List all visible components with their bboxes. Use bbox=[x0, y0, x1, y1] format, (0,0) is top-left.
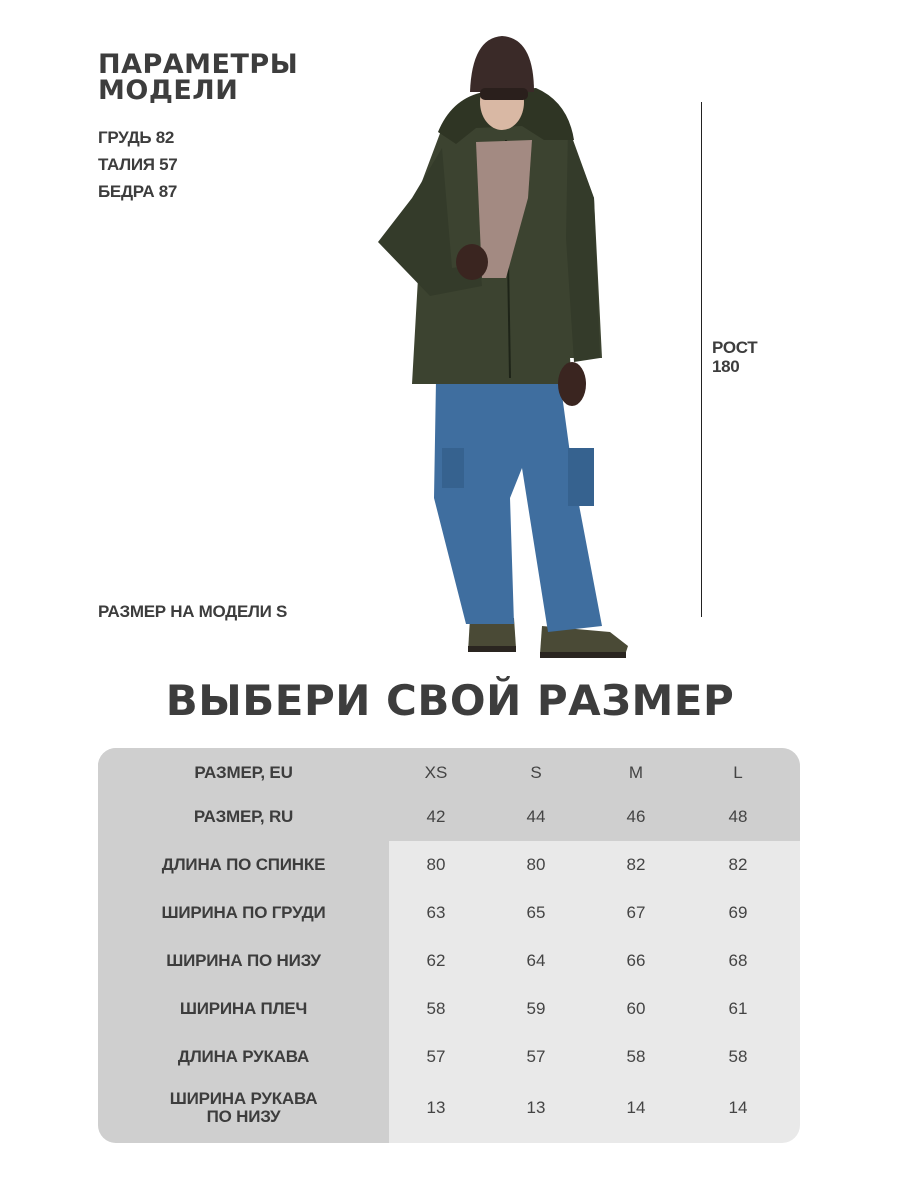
table-row bbox=[98, 951, 800, 971]
table-row-label bbox=[98, 1090, 389, 1126]
table-cell: 69 bbox=[728, 903, 748, 922]
table-cell: S bbox=[530, 763, 542, 782]
table-cell: 61 bbox=[728, 999, 748, 1018]
left-glove bbox=[456, 244, 488, 280]
table-row-label-line: РАЗМЕР, EU bbox=[194, 763, 293, 782]
table-cell: 60 bbox=[626, 999, 646, 1018]
table-row-label bbox=[98, 764, 389, 782]
height-label-line1: РОСТ bbox=[712, 338, 758, 357]
table-cell: 48 bbox=[728, 807, 748, 826]
model-params-list bbox=[98, 124, 177, 205]
model-params-title bbox=[98, 49, 299, 106]
sunglasses bbox=[480, 88, 528, 100]
table-cell: 68 bbox=[728, 951, 748, 970]
table-cell: 64 bbox=[526, 951, 546, 970]
right-glove bbox=[558, 362, 586, 406]
table-row-label bbox=[98, 1000, 389, 1018]
table-cell: 82 bbox=[728, 855, 748, 874]
table-cell: 82 bbox=[626, 855, 646, 874]
table-cell: 59 bbox=[526, 999, 546, 1018]
table-cell: 62 bbox=[426, 951, 446, 970]
table-row-label bbox=[98, 856, 389, 874]
table-row-label-line: ШИРИНА РУКАВА bbox=[169, 1089, 318, 1108]
choose-size-title: ВЫБЕРИ СВОЙ РАЗМЕР bbox=[165, 676, 735, 725]
table-cell: 13 bbox=[426, 1098, 446, 1117]
table-cell: 67 bbox=[626, 903, 646, 922]
table-row-label bbox=[98, 904, 389, 922]
table-row-label-line: ДЛИНА ПО СПИНКЕ bbox=[161, 855, 326, 874]
beanie bbox=[470, 36, 534, 92]
param-waist: ТАЛИЯ 57 bbox=[98, 155, 178, 174]
table-row-label bbox=[98, 1048, 389, 1066]
table-row-label-line: РАЗМЕР, RU bbox=[193, 807, 294, 826]
param-chest: ГРУДЬ 82 bbox=[98, 128, 175, 147]
model-params-title-line2: МОДЕЛИ bbox=[98, 75, 239, 106]
table-row bbox=[98, 999, 800, 1019]
table-cell: 58 bbox=[426, 999, 446, 1018]
table-cell: XS bbox=[424, 763, 448, 782]
height-label bbox=[712, 338, 757, 376]
table-row-label-line: ПО НИЗУ bbox=[206, 1107, 281, 1126]
table-cell: 42 bbox=[426, 807, 446, 826]
height-line bbox=[701, 102, 702, 617]
table-row-label-line: ШИРИНА ПО ГРУДИ bbox=[161, 903, 326, 922]
size-on-model: РАЗМЕР НА МОДЕЛИ S bbox=[98, 602, 288, 621]
table-cell: 13 bbox=[526, 1098, 546, 1117]
table-cell: 65 bbox=[526, 903, 546, 922]
table-cell: 80 bbox=[526, 855, 546, 874]
model-params-title-line1: ПАРАМЕТРЫ bbox=[98, 49, 299, 80]
table-cell: L bbox=[733, 763, 743, 782]
model-photo bbox=[372, 28, 634, 664]
table-cell: 57 bbox=[526, 1047, 546, 1066]
table-cell: 66 bbox=[626, 951, 646, 970]
table-row bbox=[98, 903, 800, 923]
table-cell: 46 bbox=[626, 807, 646, 826]
table-cell: 57 bbox=[426, 1047, 446, 1066]
param-hips: БЕДРА 87 bbox=[98, 182, 178, 201]
height-label-line2: 180 bbox=[712, 357, 740, 376]
table-cell: 14 bbox=[626, 1098, 646, 1117]
table-row bbox=[98, 763, 800, 783]
table-cell: 58 bbox=[626, 1047, 646, 1066]
table-row bbox=[98, 1089, 800, 1126]
table-row-label-line: ДЛИНА РУКАВА bbox=[177, 1047, 310, 1066]
table-row-label bbox=[98, 952, 389, 970]
table-row bbox=[98, 807, 800, 827]
table-cell: M bbox=[628, 763, 644, 782]
table-row bbox=[98, 1047, 800, 1067]
table-cell: 44 bbox=[526, 807, 546, 826]
table-cell: 58 bbox=[728, 1047, 748, 1066]
table-row-label-line: ШИРИНА ПЛЕЧ bbox=[179, 999, 308, 1018]
table-row-label-line: ШИРИНА ПО НИЗУ bbox=[166, 951, 321, 970]
table-cell: 14 bbox=[728, 1098, 748, 1117]
table-cell: 63 bbox=[426, 903, 446, 922]
table-row bbox=[98, 855, 800, 875]
table-row-label bbox=[98, 808, 389, 826]
table-cell: 80 bbox=[426, 855, 446, 874]
size-table bbox=[98, 748, 800, 1143]
